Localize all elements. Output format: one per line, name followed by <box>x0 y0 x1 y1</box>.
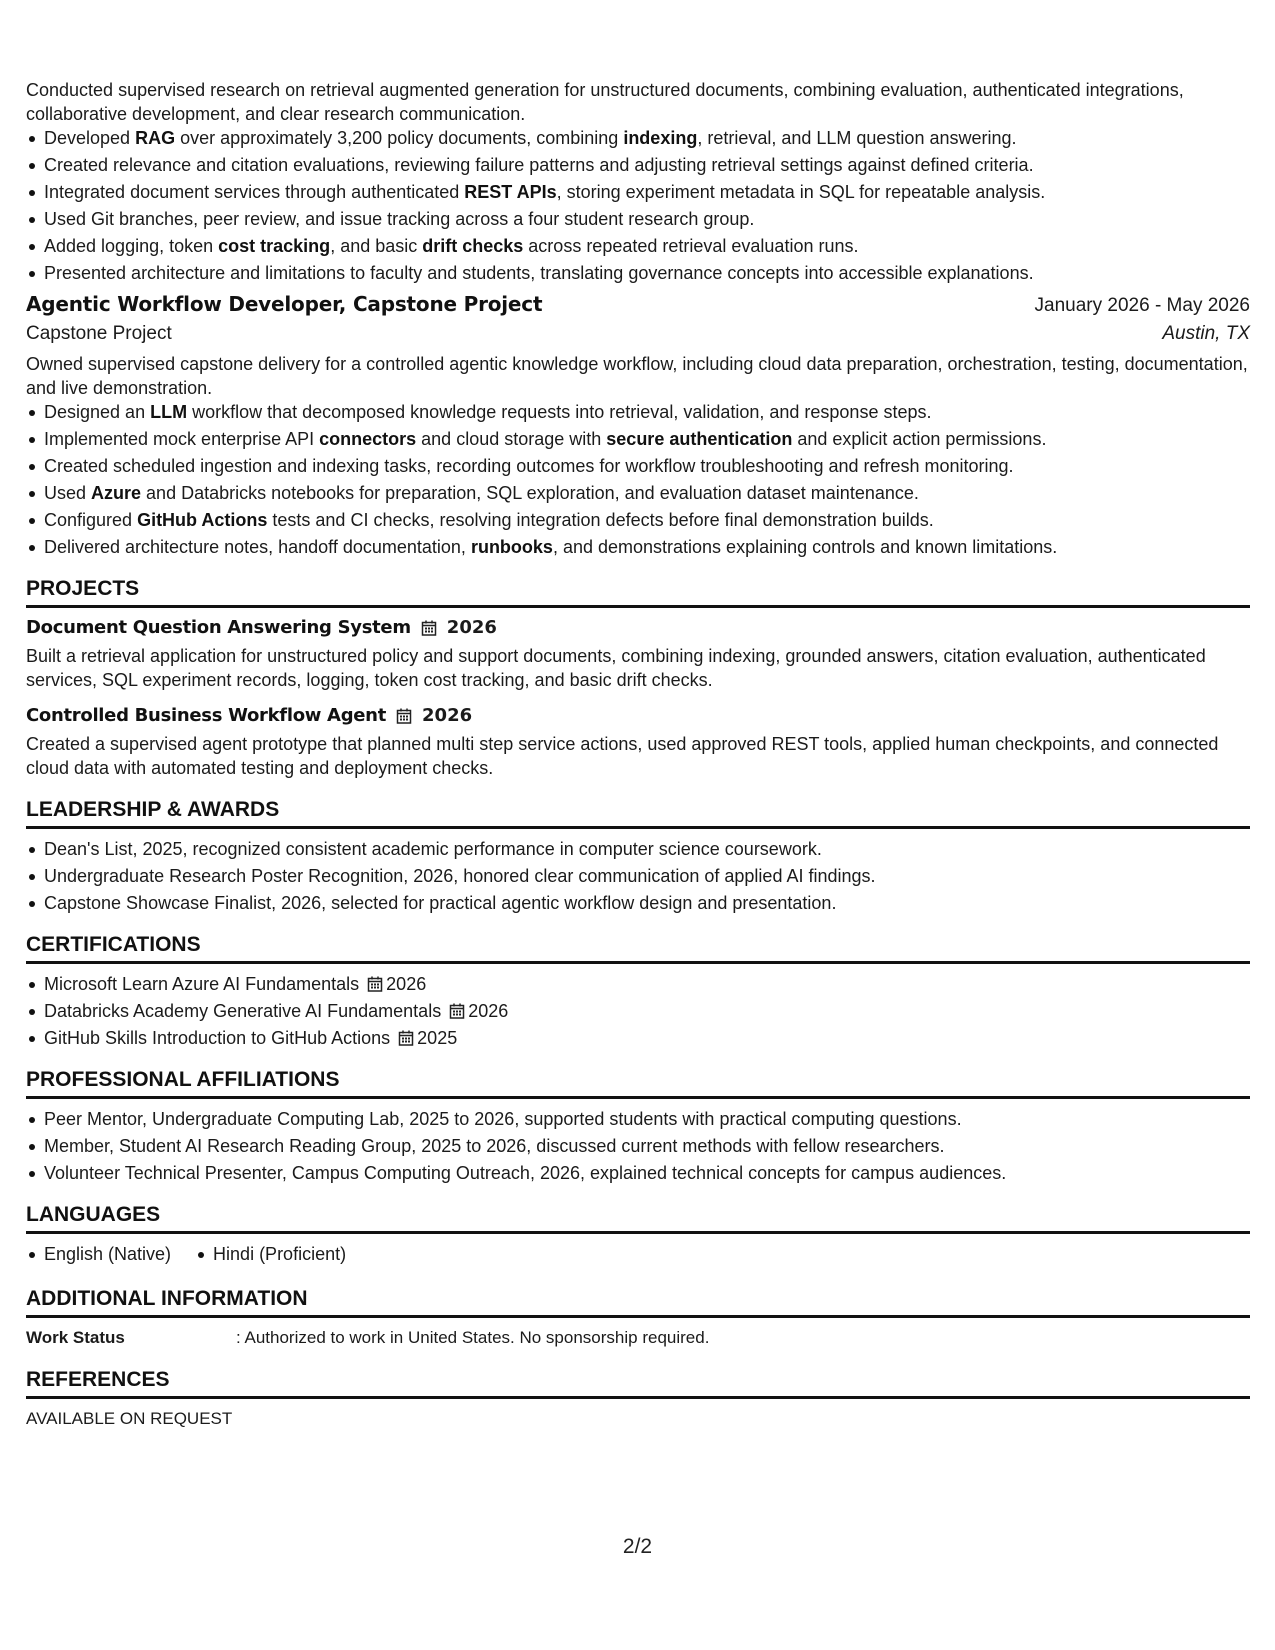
list-item: Peer Mentor, Undergraduate Computing Lab, 2025 to 2026, supported students with practical computing questions. <box>26 1107 1250 1131</box>
list-item: Integrated document services through authenticated REST APIs, storing experiment metadata in SQL for repeatable analysis. <box>26 180 1250 204</box>
list-item: Capstone Showcase Finalist, 2026, selected for practical agentic workflow design and presentation. <box>26 891 1250 915</box>
certification-year: 2025 <box>417 1028 458 1048</box>
project-title: Controlled Business Workflow Agent <box>26 705 387 726</box>
research-summary: Conducted supervised research on retrieval augmented generation for unstructured documents, combining evaluation, authenticated integrations, collaborative development, and clear research communication. <box>26 80 1184 124</box>
list-item <box>26 972 1250 996</box>
project-year: 2026 <box>446 617 497 638</box>
section-title-languages: LANGUAGES <box>26 1203 1250 1234</box>
job-dates: January 2026 - May 2026 <box>1034 295 1250 316</box>
capstone-bullets <box>26 400 1250 559</box>
section-title-projects: PROJECTS <box>26 577 1250 608</box>
research-bullets <box>26 126 1250 285</box>
leadership-list <box>26 837 1250 915</box>
project-description: Built a retrieval application for unstructured policy and support documents, combining indexing, grounded answers, citation evaluation, authenticated services, SQL experiment records, logging, token cost tracking, and basic drift checks. <box>26 646 1206 690</box>
project-title: Document Question Answering System <box>26 617 411 638</box>
job-location: Austin, TX <box>1162 323 1250 344</box>
list-item: Delivered architecture notes, handoff documentation, runbooks, and demonstrations explaining controls and known limitations. <box>26 535 1250 559</box>
section-title-additional: ADDITIONAL INFORMATION <box>26 1287 1250 1318</box>
section-title-certifications: CERTIFICATIONS <box>26 933 1250 964</box>
list-item: Presented architecture and limitations to faculty and students, translating governance concepts into accessible explanations. <box>26 261 1250 285</box>
certification-year: 2026 <box>386 974 427 994</box>
list-item: Developed RAG over approximately 3,200 policy documents, combining indexing, retrieval, and LLM question answering. <box>26 126 1250 150</box>
list-item: Designed an LLM workflow that decomposed knowledge requests into retrieval, validation, and response steps. <box>26 400 1250 424</box>
list-item: Created relevance and citation evaluations, reviewing failure patterns and adjusting retrieval settings against defined criteria. <box>26 153 1250 177</box>
affiliations-list <box>26 1107 1250 1185</box>
calendar-icon <box>367 976 383 992</box>
languages-list <box>26 1242 1250 1269</box>
job-organization: Capstone Project <box>26 323 172 344</box>
references-text: AVAILABLE ON REQUEST <box>26 1409 233 1428</box>
list-item: Dean's List, 2025, recognized consistent academic performance in computer science coursework. <box>26 837 1250 861</box>
resume-page <box>26 78 1250 1431</box>
certification-name: Microsoft Learn Azure AI Fundamentals <box>44 974 360 994</box>
section-title-references: REFERENCES <box>26 1368 1250 1399</box>
certification-year: 2026 <box>468 1001 509 1021</box>
certification-name: GitHub Skills Introduction to GitHub Actions <box>44 1028 391 1048</box>
calendar-icon <box>396 708 412 724</box>
capstone-header <box>26 292 1250 318</box>
list-item: Undergraduate Research Poster Recognition, 2026, honored clear communication of applied AI findings. <box>26 864 1250 888</box>
list-item: Used Azure and Databricks notebooks for preparation, SQL exploration, and evaluation dataset maintenance. <box>26 481 1250 505</box>
calendar-icon <box>398 1030 414 1046</box>
list-item: Implemented mock enterprise API connectors and cloud storage with secure authentication and explicit action permissions. <box>26 427 1250 451</box>
list-item: Configured GitHub Actions tests and CI checks, resolving integration defects before final demonstration builds. <box>26 508 1250 532</box>
certification-name: Databricks Academy Generative AI Fundamentals <box>44 1001 442 1021</box>
list-item: Member, Student AI Research Reading Group, 2025 to 2026, discussed current methods with fellow researchers. <box>26 1134 1250 1158</box>
list-item: Volunteer Technical Presenter, Campus Computing Outreach, 2026, explained technical concepts for campus audiences. <box>26 1161 1250 1185</box>
list-item: English (Native) <box>26 1242 171 1266</box>
list-item: Created scheduled ingestion and indexing tasks, recording outcomes for workflow troubleshooting and refresh monitoring. <box>26 454 1250 478</box>
list-item <box>26 999 1250 1023</box>
calendar-icon <box>449 1003 465 1019</box>
list-item: Used Git branches, peer review, and issue tracking across a four student research group. <box>26 207 1250 231</box>
project-header <box>26 616 1250 640</box>
certifications-list <box>26 972 1250 1050</box>
calendar-icon <box>421 620 437 636</box>
work-status-value: : Authorized to work in United States. No sponsorship required. <box>236 1328 710 1347</box>
work-status-label: Work Status <box>26 1328 125 1347</box>
work-status-row <box>26 1326 1250 1350</box>
list-item: Added logging, token cost tracking, and basic drift checks across repeated retrieval evaluation runs. <box>26 234 1250 258</box>
project-header <box>26 704 1250 728</box>
project-year: 2026 <box>422 705 473 726</box>
job-title: Agentic Workflow Developer, Capstone Project <box>26 292 543 316</box>
section-title-leadership: LEADERSHIP & AWARDS <box>26 798 1250 829</box>
section-title-affiliations: PROFESSIONAL AFFILIATIONS <box>26 1068 1250 1099</box>
list-item <box>26 1026 1250 1050</box>
capstone-subheader <box>26 322 1250 346</box>
capstone-summary: Owned supervised capstone delivery for a controlled agentic knowledge workflow, including cloud data preparation, orchestration, testing, documentation, and live demonstration. <box>26 354 1248 398</box>
page-number: 2/2 <box>622 1535 653 1558</box>
list-item: Hindi (Proficient) <box>195 1242 346 1266</box>
project-description: Created a supervised agent prototype that planned multi step service actions, used approved REST tools, applied human checkpoints, and connected cloud data with automated testing and deployment checks. <box>26 734 1219 778</box>
